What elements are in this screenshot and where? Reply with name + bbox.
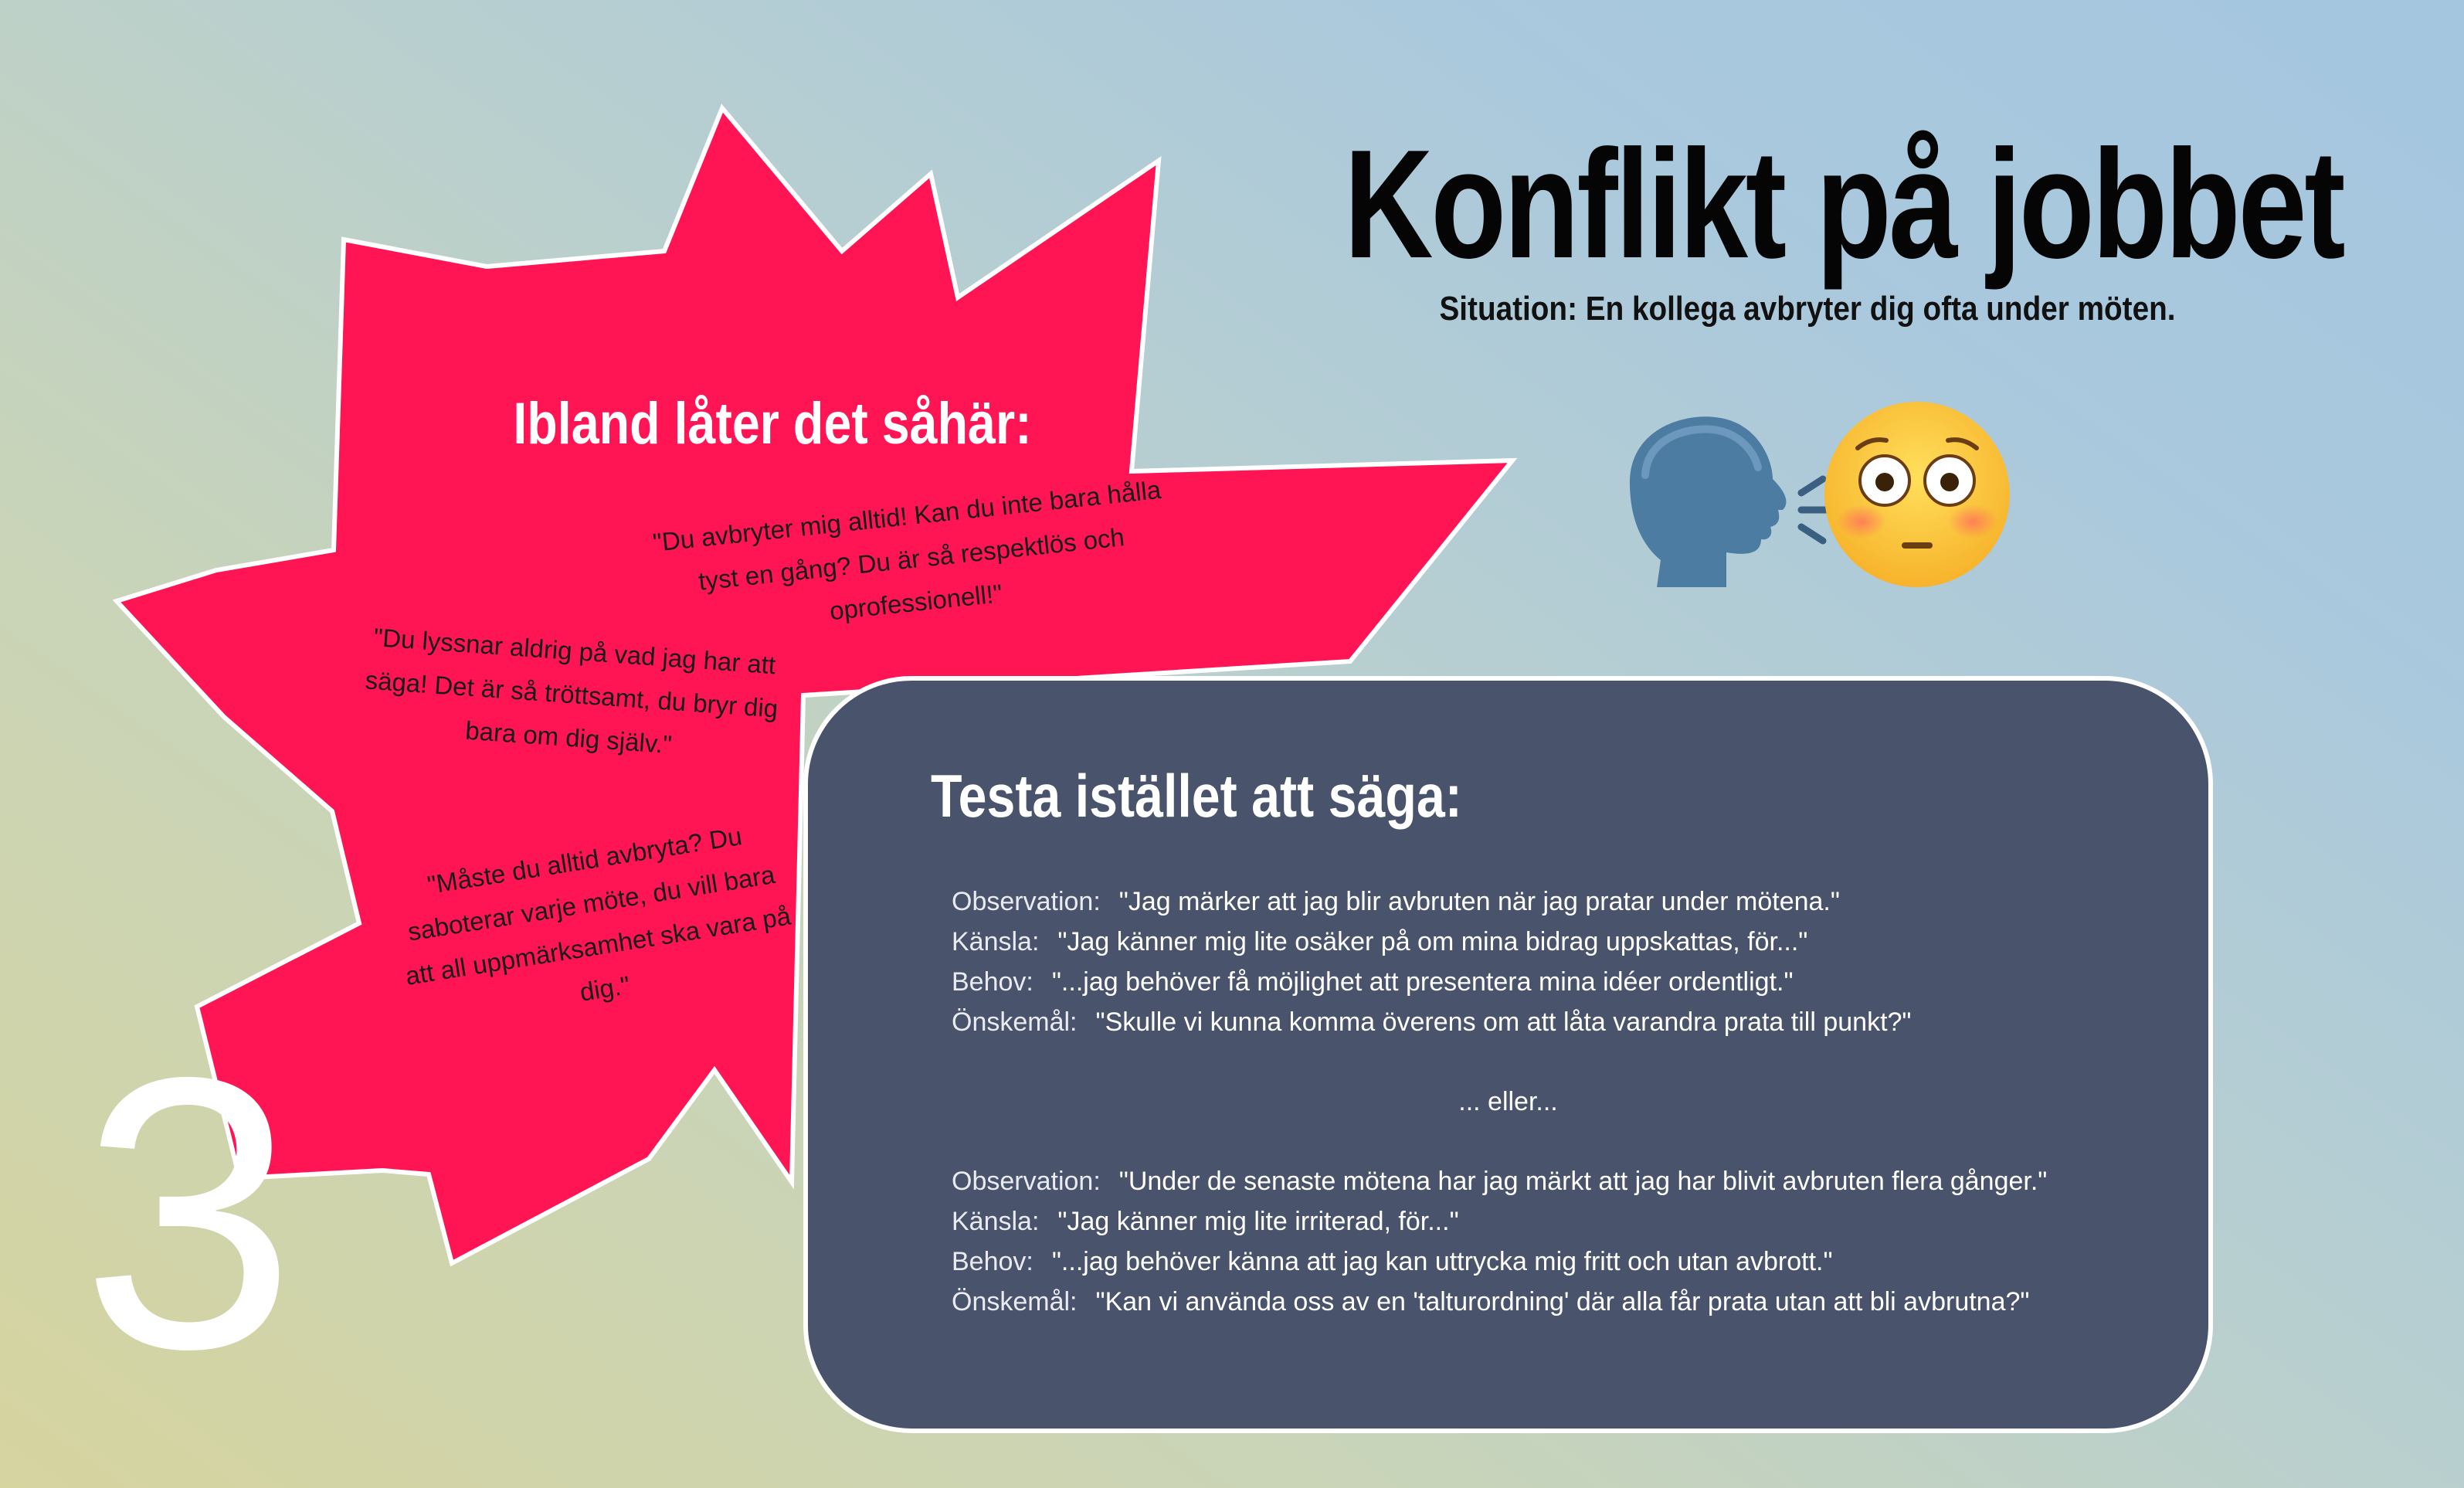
burst-heading: Ibland låter det såhär: [513,391,1032,457]
situation-subtitle: Situation: En kollega avbryter dig ofta under möten. [1439,290,2176,328]
block2-behov: Behov: "...jag behöver känna att jag kan uttrycka mig fritt och utan avbrott." [952,1247,1833,1276]
block1-behov: Behov: "...jag behöver få möjlighet att presentera mina idéer ordentligt." [952,967,1794,997]
angry-quote-1: "Du avbryter mig alltid! Kan du inte bara hålla tyst en gång? Du är så respektlös och oprofessionell!" [651,474,1162,626]
block2-observation: Observation: "Under de senaste mötena har jag märkt att jag har blivit avbruten flera gånger." [952,1167,2048,1196]
block2-kansla: Känsla: "Jag känner mig lite irriterad, för..." [952,1207,1459,1236]
block2-onskemal: Önskemål: "Kan vi använda oss av en 'talturordning' där alla får prata utan att bli avbrutna?" [952,1287,2030,1316]
panel-heading: Testa istället att säga: [931,762,1462,830]
slide-number: 3 [81,997,297,1429]
angry-quote-3: "Måste du alltid avbryta? Du saboterar varje möte, du vill bara att all uppmärksamhet ska vara på dig." [403,821,793,1007]
block1-onskemal: Önskemål: "Skulle vi kunna komma överens om att låta varandra prata till punkt?" [952,1007,1912,1037]
angry-quote-2: "Du lyssnar aldrig på vad jag har att säga! Det är så tröttsamt, du bryr dig bara om dig själv." [364,622,779,759]
emoji-group [1599,394,2016,603]
block1-kansla: Känsla: "Jag känner mig lite osäker på om mina bidrag uppskattas, för..." [952,927,1808,956]
flushed-face-icon [1824,402,2010,587]
separator-text: ... eller... [1458,1087,1558,1116]
page-title: Konflikt på jobbet [1344,118,2344,290]
block1-observation: Observation: "Jag märker att jag blir avbruten när jag pratar under mötena." [952,887,1840,916]
speaking-head-icon [1630,416,1828,587]
